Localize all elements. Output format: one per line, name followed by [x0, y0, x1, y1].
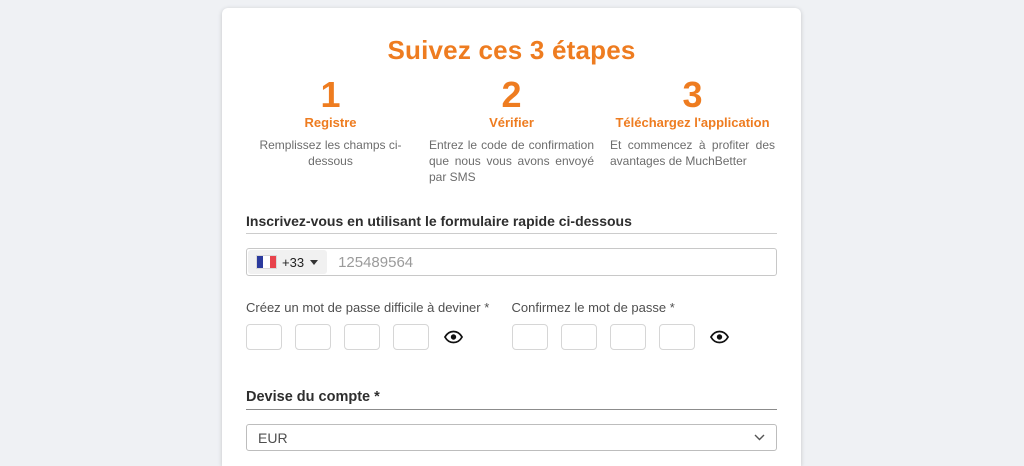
- password-char-input[interactable]: [246, 324, 282, 350]
- step-number: 3: [682, 73, 703, 115]
- step-description: Et commencez à profiter des avantages de MuchBetter: [610, 138, 775, 169]
- confirm-password-group: [512, 301, 778, 350]
- signup-card: [222, 8, 801, 466]
- step-number: 2: [501, 73, 522, 115]
- step-number: 1: [320, 73, 341, 115]
- eye-icon[interactable]: [444, 330, 463, 344]
- card-content: [222, 8, 801, 451]
- chevron-down-icon: [754, 434, 765, 441]
- step-description: Entrez le code de confirmation que nous vous avons envoyé par SMS: [429, 138, 594, 185]
- confirm-password-label: Confirmez le mot de passe *: [511, 300, 675, 316]
- password-section: [246, 301, 777, 350]
- eye-icon[interactable]: [710, 330, 729, 344]
- step-download-app: [608, 73, 777, 185]
- currency-selected-value: EUR: [258, 429, 288, 446]
- phone-input[interactable]: [246, 248, 777, 276]
- country-code-dropdown[interactable]: [248, 250, 327, 274]
- heading-divider: [246, 233, 777, 234]
- step-label: Registre: [304, 115, 357, 131]
- currency-heading: Devise du compte *: [246, 389, 380, 406]
- caret-down-icon: [310, 260, 318, 265]
- currency-select[interactable]: [246, 424, 777, 451]
- steps-row: [246, 73, 777, 185]
- password-group: [246, 301, 512, 350]
- password-char-input[interactable]: [610, 324, 646, 350]
- phone-number-value[interactable]: 125489564: [338, 253, 414, 271]
- password-char-input[interactable]: [659, 324, 695, 350]
- password-char-input[interactable]: [512, 324, 548, 350]
- password-label: Créez un mot de passe difficile à deviner *: [246, 300, 490, 316]
- page-title: Suivez ces 3 étapes: [387, 35, 636, 65]
- form-heading: Inscrivez-vous en utilisant le formulaire rapide ci-dessous: [246, 213, 632, 230]
- password-char-input[interactable]: [295, 324, 331, 350]
- step-register: [246, 73, 415, 185]
- step-label: Vérifier: [489, 115, 534, 131]
- currency-divider: [246, 409, 777, 410]
- confirm-password-boxes: [512, 324, 778, 350]
- dial-code: +33: [282, 254, 305, 270]
- password-char-input[interactable]: [393, 324, 429, 350]
- france-flag-icon: [257, 256, 276, 268]
- step-label: Téléchargez l'application: [615, 115, 770, 131]
- step-description: Remplissez les champs ci-dessous: [259, 138, 402, 169]
- password-char-input[interactable]: [344, 324, 380, 350]
- password-char-input[interactable]: [561, 324, 597, 350]
- password-boxes: [246, 324, 512, 350]
- step-verify: [427, 73, 596, 185]
